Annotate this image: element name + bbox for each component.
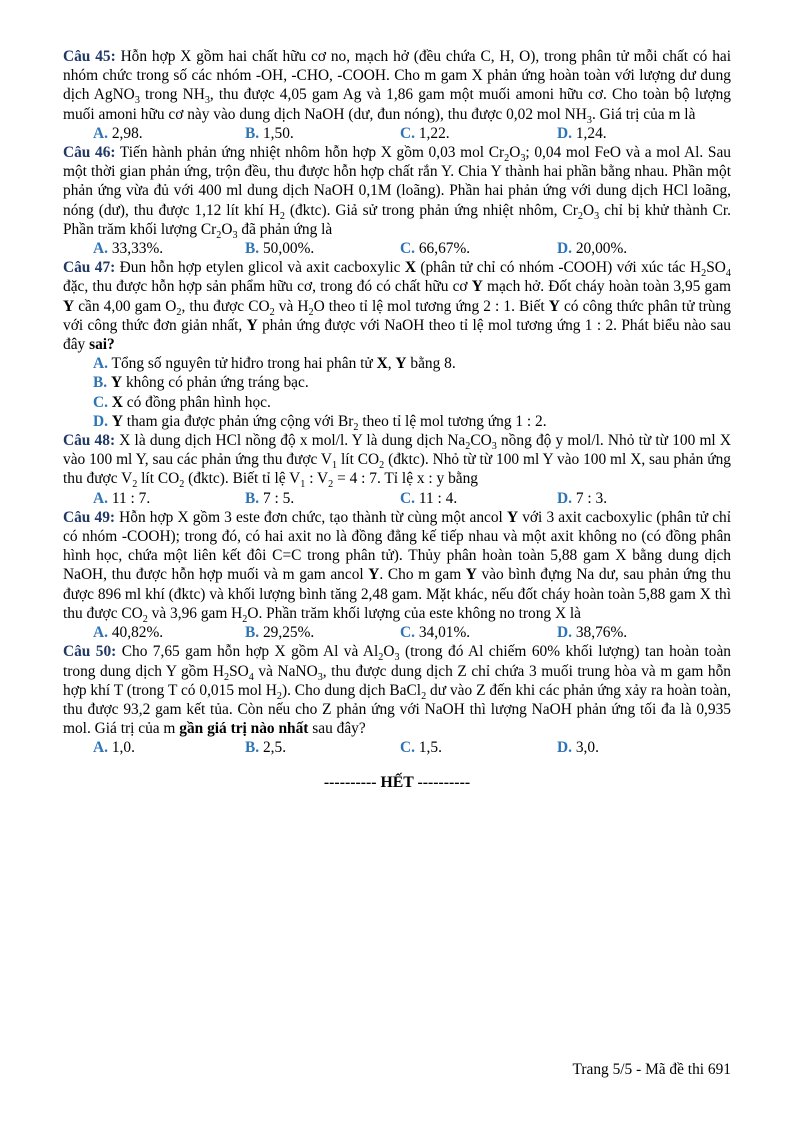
option-letter: A. [93,624,108,642]
option-letter: C. [400,739,415,757]
question-50-options-row [63,738,731,757]
question-label-49: Câu 49: [63,508,116,526]
option-letter: B. [245,240,260,258]
question-45-option-A: A. 2,98. [93,124,143,142]
question-label-48: Câu 48: [63,432,116,450]
question-48-options-row [63,489,731,508]
option-letter: D. [557,624,572,642]
question-50-option-B: B. 2,5. [245,739,287,757]
question-48-option-A: A. 11 : 7. [93,489,151,507]
question-text-48: Câu 48: X là dung dịch HCl nồng độ x mol/l. Y là dung dịch $Na_2CO_3$ nồng độ y mol/l. Nhỏ từ từ 100 ml X vào 100 ml Y, sau các phản ứng thu được $V_1$ lít $CO_2$ (đktc). Nhỏ từ từ 100 ml Y vào 100 ml X, sau phản ứng thu được $V_2$ lít $CO_2$ (đktc). Biết tỉ lệ $V_1$ : $V_2 = 4$ : 7. Tỉ lệ x : y bằng [63,432,731,491]
option-letter: B. [245,739,260,757]
question-45 [63,47,731,143]
question-47-option-C: C. X có đồng phân hình học. [93,393,271,411]
question-50-option-A: A. 1,0. [93,739,135,757]
question-46-option-C: C. 66,67%. [400,240,471,258]
question-46-option-B: B. 50,00%. [245,240,315,258]
question-text-46: Câu 46: Tiến hành phản ứng nhiệt nhôm hỗn hợp X gồm 0,03 mol $Cr_2O_3$; 0,04 mol FeO và a mol Al. Sau một thời gian phản ứng, trộn đều, thu được hỗn hợp chất rắn Y. Chia Y thành hai phần bằng nhau. Phần một phản ứng vừa đủ với 400 ml dung dịch NaOH 0,1M (loãng). Phần hai phản ứng với dung dịch HCl loãng, nóng (dư), thu được 1,12 lít khí $H_2$ (đktc). Giả sử trong phản ứng nhiệt nhôm, $Cr_2O_3$ chỉ bị khử thành Cr. Phần trăm khối lượng $Cr_2O_3$ đã phản ứng là [63,144,732,241]
option-letter: A. [93,739,108,757]
question-45-option-B: B. 1,50. [245,124,294,142]
option-letter: D. [93,412,108,430]
question-49 [63,508,731,642]
question-49-option-A: A. 40,82%. [93,624,164,642]
question-48-option-D: D. 7 : 3. [557,489,608,507]
question-label-47: Câu 47: [63,259,116,277]
option-letter: A. [93,489,108,507]
question-label-45: Câu 45: [63,48,116,65]
question-45-option-D: D. 1,24. [557,124,607,142]
option-letter: C. [93,393,108,411]
question-46 [63,143,731,258]
option-letter: B. [245,489,260,507]
page-content [63,47,731,792]
questions-container [63,47,731,758]
question-46-option-D: D. 20,00%. [557,240,628,258]
question-50-option-C: C. 1,5. [400,739,442,757]
option-letter: C. [400,240,415,258]
question-48-option-C: C. 11 : 4. [400,489,458,507]
page-footer: Trang 5/5 - Mã đề thi 691 [572,1060,731,1078]
question-text-49: Câu 49: Hỗn hợp X gồm 3 este đơn chức, tạo thành từ cùng một ancol Y với 3 axit cacboxylic (phân tử chỉ có nhóm -COOH); trong đó, có hai axit no là đồng đẳng kế tiếp nhau và một axit không no (có đồng phân hình học, chứa một liên kết đôi C=C trong phân tử). Thủy phân hoàn toàn 5,88 gam X bằng dung dịch NaOH, thu được hỗn hợp muối và m gam ancol Y. Cho m gam Y vào bình đựng Na dư, sau phản ứng thu được 896 ml khí (đktc) và khối lượng bình tăng 2,48 gam. Mặt khác, nếu đốt cháy hoàn toàn 5,88 gam X thì thu được $CO_2$ và 3,96 gam $H_2O$. Phần trăm khối lượng của este không no trong X là [63,508,731,625]
question-text-50: Câu 50: Cho 7,65 gam hỗn hợp X gồm Al và $Al_2O_3$ (trong đó Al chiếm 60% khối lượng) tan hoàn toàn trong dung dịch Y gồm $H_2SO_4$ và NaNO$_3$, thu được dung dịch Z chỉ chứa 3 muối trung hòa và m gam hỗn hợp khí T (trong T có 0,015 mol $H_2$). Cho dung dịch BaCl$_2$ dư vào Z đến khi các phản ứng xảy ra hoàn toàn, thu được 93,2 gam kết tủa. Còn nếu cho Z phản ứng với NaOH thì lượng NaOH phản ứng tối đa là 0,935 mol. Giá trị của m gần giá trị nào nhất sau đây? [63,643,731,738]
question-50-option-D: D. 3,0. [557,739,599,757]
question-47-option-D: D. Y tham gia được phản ứng cộng với $Br_2$ theo tỉ lệ mol tương ứng 1 : 2. [93,412,547,433]
question-47 [63,258,731,431]
option-letter: B. [93,374,108,392]
question-label-46: Câu 46: [63,144,116,162]
question-46-option-A: A. 33,33%. [93,240,164,258]
option-letter: D. [557,124,572,142]
option-letter: C. [400,124,415,142]
question-47-option-B: B. Y không có phản ứng tráng bạc. [93,374,309,392]
option-letter: C. [400,489,415,507]
option-letter: D. [557,240,572,258]
option-letter: A. [93,124,108,142]
option-letter: C. [400,624,415,642]
question-49-option-C: C. 34,01%. [400,624,471,642]
option-letter: B. [245,624,260,642]
option-letter: A. [93,355,108,373]
question-45-options-row [63,124,731,143]
option-letter: D. [557,489,572,507]
question-50 [63,642,731,757]
option-letter: A. [93,240,108,258]
question-45-option-C: C. 1,22. [400,124,450,142]
question-text-45: Câu 45: Hỗn hợp X gồm hai chất hữu cơ no, mạch hở (đều chứa C, H, O), trong phân tử mỗi chất có hai nhóm chức trong số các nhóm -OH, -CHO, -COOH. Cho m gam X phản ứng hoàn toàn với lượng dư dung dịch AgNO$_3$ trong $NH_3$, thu được 4,05 gam Ag và 1,86 gam một muối amoni hữu cơ. Cho toàn bộ lượng muối amoni hữu cơ này vào dung dịch NaOH (dư, đun nóng), thu được 0,02 mol $NH_3$. Giá trị của m là [63,48,731,126]
question-46-options-row [63,239,731,258]
question-label-50: Câu 50: [63,643,117,661]
question-49-option-B: B. 29,25%. [245,624,315,642]
question-49-options-row [63,623,731,642]
end-marker: ---------- HẾT ---------- [323,773,471,791]
question-47-option-A: A. Tổng số nguyên tử hiđro trong hai phân tử X, Y bằng 8. [93,355,456,373]
question-49-option-D: D. 38,76%. [557,624,628,642]
question-48-option-B: B. 7 : 5. [245,489,295,507]
option-letter: D. [557,739,572,757]
option-letter: B. [245,124,260,142]
question-48 [63,431,731,508]
question-text-47: Câu 47: Đun hỗn hợp etylen glicol và axit cacboxylic X (phân tử chỉ có nhóm -COOH) với xúc tác $H_2SO_4$ đặc, thu được hỗn hợp sản phẩm hữu cơ, trong đó có chất hữu cơ Y mạch hở. Đốt cháy hoàn toàn 3,95 gam Y cần 4,00 gam $O_2$, thu được $CO_2$ và $H_2O$ theo tỉ lệ mol tương ứng 2 : 1. Biết Y có công thức phân tử trùng với công thức đơn giản nhất, Y phản ứng được với NaOH theo tỉ lệ mol tương ứng 1 : 2. Phát biểu nào sau đây sai? [63,259,731,354]
